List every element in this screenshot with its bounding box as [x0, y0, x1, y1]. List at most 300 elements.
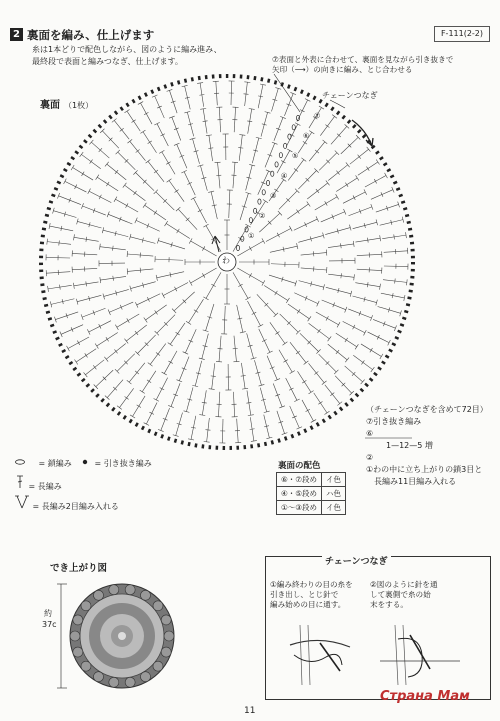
stitch-top [392, 187, 394, 193]
stitch-crossbar [155, 310, 158, 314]
watermark-logo: Страна Мам [380, 689, 470, 704]
stitch-crossbar [114, 349, 117, 353]
scallop [109, 585, 119, 595]
pattern-code-box: F-111(2-2) [434, 26, 490, 42]
stitch-top [233, 361, 239, 362]
stitch-top [95, 344, 98, 349]
stitch-top [354, 274, 355, 280]
round-label: ② [259, 212, 266, 220]
diagram-count: （1枚） [64, 101, 94, 110]
step-title: 裏面を編み、仕上げます [27, 28, 155, 42]
stitch-crossbar [296, 351, 300, 354]
stitch-top [239, 135, 245, 136]
scallop [164, 631, 174, 641]
legend-dc2: = 長編み2目編み入れる [32, 502, 119, 511]
round-increase: 1—12—5 増 [386, 441, 433, 450]
stitch-crossbar [154, 170, 158, 173]
stitch-crossbar [325, 125, 329, 128]
stitch-top [295, 123, 300, 126]
round-6-num: ⑥ [366, 429, 374, 438]
stitch-top [309, 131, 314, 134]
stitch-top [146, 159, 151, 163]
stitch-crossbar [137, 405, 141, 408]
stitch-crossbar [106, 182, 109, 186]
stitch-crossbar [199, 95, 204, 96]
stitch-crossbar [115, 170, 118, 174]
stitch-crossbar [175, 190, 179, 193]
table-cell: ⑥・⑦段め [277, 473, 322, 487]
stitch-top [301, 158, 306, 162]
stitch-top [105, 162, 109, 167]
ring-label: わ [222, 256, 230, 265]
stitch-crossbar [154, 211, 157, 215]
stitch-top [135, 218, 137, 223]
stitch-crossbar [85, 353, 88, 357]
stitch-crossbar [296, 210, 299, 214]
table-cell: ①～③段め [277, 501, 322, 515]
stitch-crossbar [366, 167, 369, 171]
table-cell: イ色 [321, 501, 345, 515]
stitch-crossbar [238, 284, 242, 287]
stitch-crossbar [317, 329, 320, 333]
scallop [141, 590, 151, 600]
stitch-crossbar [361, 360, 364, 364]
stitch-top [159, 150, 164, 153]
stitch-crossbar [135, 371, 139, 374]
stitch-crossbar [302, 380, 306, 383]
scallop [73, 615, 83, 625]
stitch-crossbar [168, 361, 172, 363]
legend-slip: = 引き抜き編み [94, 459, 152, 468]
stitch-crossbar [126, 203, 128, 207]
stitch-crossbar [244, 94, 249, 95]
stitch-crossbar [177, 229, 180, 233]
stitch-top [337, 322, 340, 327]
stitch-top [88, 189, 91, 194]
stitch-top [124, 339, 128, 344]
stitch-top [263, 200, 268, 203]
stitch-top [304, 361, 309, 365]
stitch-crossbar [149, 412, 153, 414]
stitch-crossbar [262, 340, 267, 342]
stitch-crossbar [326, 316, 328, 320]
scallop [153, 661, 163, 671]
stitch-crossbar [194, 310, 198, 313]
stitch-top [108, 310, 110, 316]
note-leader-line [274, 74, 300, 112]
round-label: ④ [281, 172, 288, 180]
stitch-top [283, 342, 288, 345]
round-label: ① [248, 232, 255, 240]
stitch-crossbar [134, 191, 137, 195]
stitch-top [337, 402, 342, 406]
scallop [73, 647, 83, 657]
slip-symbol-icon [78, 458, 92, 466]
page-number: 11 [244, 706, 256, 716]
stitch-crossbar [90, 160, 93, 164]
size-value: 37c [42, 620, 57, 629]
stitch-top [355, 344, 358, 349]
stitch-crossbar [340, 243, 341, 248]
scallop [125, 677, 135, 687]
finished-title: でき上がり図 [50, 563, 108, 574]
stitch-top [138, 102, 143, 105]
stitch-crossbar [297, 309, 300, 313]
stitch-top [100, 277, 101, 283]
stitch-top [130, 415, 135, 418]
stitch-crossbar [353, 325, 355, 329]
stitch-crossbar [77, 341, 79, 345]
chain-symbol-icon [14, 458, 36, 466]
stitch-top [114, 197, 117, 202]
stitch-top [60, 332, 62, 338]
stitch-crossbar [275, 331, 279, 334]
stitch-top [189, 238, 192, 243]
stitch-top [165, 221, 168, 226]
intro-line: 最終段で表面と編みつなぎ、仕上げます。 [32, 57, 183, 66]
scallop [153, 601, 163, 611]
stitch-crossbar [318, 401, 322, 404]
table-row [277, 473, 346, 487]
stitch-top [87, 329, 90, 334]
scallop [94, 672, 104, 682]
stitch-crossbar [246, 402, 251, 403]
stitch-crossbar [336, 171, 339, 175]
stitch-crossbar [325, 201, 328, 205]
stitch-top [297, 427, 303, 429]
round-1-line1: わの中に立ち上がりの鎖3目と [373, 465, 483, 474]
stitch-crossbar [345, 338, 348, 342]
stitch-top [209, 389, 215, 390]
stitch-top [154, 122, 159, 125]
stitch-crossbar [330, 393, 334, 396]
stitch-crossbar [202, 273, 205, 277]
stitch-top [204, 442, 210, 443]
stitch-top [319, 106, 324, 109]
stitch-top [344, 209, 346, 215]
stitch-crossbar [106, 337, 109, 341]
stitch-top [127, 380, 132, 384]
stitch-top [305, 99, 310, 102]
stitch-top [266, 170, 271, 172]
stitch-top [74, 360, 77, 365]
stitch-top [325, 411, 330, 414]
stitch-crossbar [144, 112, 148, 114]
stitch-top [242, 388, 248, 389]
stitch-top [47, 239, 48, 245]
stitch-top [154, 399, 159, 402]
stitch-top [407, 279, 408, 285]
scallop [70, 631, 80, 641]
stitch-crossbar [198, 209, 202, 211]
legend-dc: = 長編み [28, 482, 62, 491]
chain-dot [258, 199, 261, 204]
intro-line: 糸は1本どりで配色しながら、図のように編み進み、 [32, 45, 222, 54]
stitch-top [64, 179, 67, 184]
chain-join-dots [236, 115, 299, 250]
stitch-top [71, 165, 74, 170]
stitch-top [168, 343, 173, 346]
scallop [161, 615, 171, 625]
stitch-top [294, 399, 299, 402]
instruction-line: 編み始めの目に通す。 [270, 600, 346, 609]
scallop [161, 647, 171, 657]
stitch-crossbar [367, 238, 368, 243]
note-line: ⑦表面と外表に合わせて、裏面を見ながら引き抜きで [272, 55, 454, 64]
round-1-line2: 長編み11目編み入れる [374, 477, 457, 486]
stitch-crossbar [160, 134, 164, 136]
stitch-top [186, 321, 191, 324]
note-line: 矢印（⟶）の向きに編み、とじ合わせる [272, 65, 413, 74]
size-approx: 約 [44, 609, 52, 618]
stitch-crossbar [176, 332, 180, 335]
stitch-top [127, 139, 132, 143]
stitch-top [183, 352, 188, 354]
table-cell: ハ色 [321, 487, 345, 501]
instruction-line: ①編み終わりの目の糸を [270, 580, 353, 589]
stitch-top [290, 371, 295, 374]
chain-dot [279, 153, 282, 158]
stitch-crossbar [370, 348, 373, 352]
round-label: ⑦ [314, 112, 321, 120]
stitch-crossbar [275, 291, 278, 295]
stitch-top [275, 379, 281, 381]
stitch-top [174, 143, 180, 145]
scallop [81, 601, 91, 611]
stitch-top [323, 140, 328, 144]
round-label: ⑤ [292, 152, 299, 160]
stitch-crossbar [82, 172, 85, 176]
stitch-top [127, 268, 128, 274]
stitch-crossbar [367, 282, 368, 287]
stitch-top [100, 244, 101, 250]
needle-icon [320, 643, 340, 671]
stitch-top [326, 181, 330, 186]
stitch-top [181, 170, 186, 173]
stitch-top [262, 280, 265, 285]
instruction-line: 末をする。 [370, 600, 408, 609]
stitch-crossbar [60, 285, 61, 290]
stitch-crossbar [306, 409, 310, 411]
stitch-top [376, 159, 379, 164]
stitch-crossbar [156, 352, 160, 355]
stitch-crossbar [59, 241, 60, 246]
scallop [94, 590, 104, 600]
stitch-crossbar [281, 161, 285, 163]
stitch-top [152, 95, 158, 97]
chain-step-2 [370, 580, 438, 610]
stitch-crossbar [303, 141, 307, 144]
stitch-top [84, 372, 88, 377]
stitch-top [144, 423, 149, 426]
stitch-crossbar [147, 297, 149, 302]
stitch-crossbar [294, 169, 298, 172]
stitch-top [345, 358, 349, 363]
stitch-crossbar [394, 234, 395, 239]
scallop [109, 677, 119, 687]
color-table [276, 472, 346, 515]
chain-box-title: チェーンつなぎ [322, 554, 391, 567]
stitch-top [322, 381, 327, 385]
stitch-crossbar [395, 279, 396, 284]
stitch-crossbar [187, 182, 192, 184]
chain-dot [236, 245, 239, 250]
stitch-crossbar [277, 233, 279, 237]
stitch-crossbar [203, 121, 208, 122]
stitch-crossbar [289, 388, 293, 390]
stitch-top [267, 351, 272, 354]
stitch-crossbar [136, 149, 140, 152]
stitch-crossbar [125, 396, 129, 399]
round-label: ③ [270, 192, 277, 200]
stitch-crossbar [120, 128, 124, 131]
stitch-crossbar [353, 195, 355, 199]
stitch-crossbar [99, 195, 101, 199]
stitch-crossbar [250, 429, 255, 430]
color-table-title: 裏面の配色 [278, 461, 321, 471]
needle-icon [410, 635, 430, 669]
chain-dot [284, 143, 287, 148]
stitch-crossbar [345, 183, 348, 187]
stitch-top [317, 301, 319, 306]
stitch-top [67, 346, 70, 351]
stitch-top [162, 372, 167, 375]
chain-dot [266, 180, 269, 185]
stitch-top [289, 226, 292, 231]
diagram-title-text: 裏面 [40, 100, 60, 111]
stitch-top [332, 115, 337, 119]
round-label: ⑥ [303, 132, 310, 140]
scallop [141, 672, 151, 682]
chain-step-1 [270, 580, 353, 610]
stitch-top [316, 216, 319, 221]
stitch-top [189, 280, 192, 285]
stitch-top [388, 340, 391, 345]
stitch-crossbar [377, 335, 379, 339]
stitch-top [346, 162, 350, 167]
stitch-top [206, 135, 212, 136]
instruction-line: 引き出し、とじ針で [270, 590, 339, 599]
chain-dot [271, 171, 274, 176]
chain-label-leader [330, 100, 345, 108]
stitch-top [307, 202, 310, 207]
stitch-top [262, 238, 265, 243]
stitch-crossbar [305, 296, 307, 301]
stitch-top [117, 406, 122, 410]
stitch-top [328, 336, 332, 341]
chain-dot [249, 218, 252, 223]
stitch-crossbar [189, 340, 194, 342]
stitch-crossbar [148, 141, 152, 144]
stitch-top [367, 147, 371, 152]
stitch-top [143, 203, 146, 208]
stitch-crossbar [147, 224, 149, 229]
stitch-crossbar [75, 184, 77, 188]
chain-dot [288, 134, 291, 139]
stitch-top [96, 175, 99, 180]
stitch-top [245, 297, 250, 300]
stitch-crossbar [358, 155, 361, 159]
scallop [81, 661, 91, 671]
stitch-crossbar [249, 246, 252, 250]
stitch-top [124, 109, 129, 112]
stitch-top [140, 130, 145, 133]
stitch-crossbar [316, 189, 319, 193]
table-row [277, 501, 346, 515]
stitch-crossbar [160, 388, 164, 390]
round-7-num: ⑦ [366, 417, 374, 426]
stitch-top [336, 194, 339, 199]
stitch-top [286, 298, 289, 303]
instruction-line: して裏側で糸の始 [370, 590, 431, 599]
stitch-crossbar [261, 182, 266, 184]
stitch-top [258, 324, 263, 327]
stitch-crossbar [241, 375, 246, 376]
stitch-crossbar [283, 360, 287, 363]
chain-dot [254, 208, 257, 213]
round-2-num: ② [366, 453, 374, 462]
stitch-top [135, 302, 138, 307]
stitch-crossbar [315, 150, 319, 153]
stitch-top [162, 293, 165, 298]
stitch-top [203, 297, 208, 300]
stitch-top [115, 325, 118, 330]
stitch-crossbar [93, 365, 96, 369]
stitch-top [80, 152, 84, 157]
stitch-top [364, 330, 367, 335]
round-1-num: ① [366, 465, 374, 474]
round-7-text: 引き抜き編み [373, 417, 422, 426]
round-info [366, 404, 488, 488]
stitch-top [144, 318, 147, 323]
stitch-crossbar [135, 331, 138, 335]
stitch-top [311, 420, 316, 423]
chain-dot [275, 162, 278, 167]
stitch-top [244, 82, 250, 83]
stitch-top [309, 391, 314, 394]
stitch-crossbar [341, 273, 342, 278]
stitch-crossbar [336, 350, 339, 354]
stitch-top [385, 173, 388, 178]
stitch-crossbar [166, 162, 170, 165]
stitch-crossbar [314, 371, 318, 374]
stitch-crossbar [202, 246, 205, 250]
stitch-top [148, 363, 153, 367]
stitch-top [104, 357, 108, 362]
stitch-crossbar [247, 121, 252, 122]
table-row [277, 487, 346, 501]
stitch-top [308, 316, 311, 321]
stitch-crossbar [174, 287, 176, 291]
chain-dot [292, 125, 295, 130]
stitch-top [380, 354, 383, 359]
stitch-crossbar [113, 276, 114, 281]
stitch-crossbar [99, 324, 101, 328]
legend-chain: = 鎖編み [38, 459, 72, 468]
stitch-top [371, 367, 375, 372]
stitch-crossbar [86, 281, 87, 286]
finished-illustration [55, 582, 195, 697]
step-number-badge: 2 [10, 28, 23, 41]
table-cell: ④・⑤段め [277, 487, 322, 501]
stitch-top [326, 250, 327, 256]
instruction-line: ②図のように針を通 [370, 580, 438, 589]
stitch-top [123, 183, 127, 188]
stitch-crossbar [249, 273, 252, 277]
dc-increase-icon [14, 495, 30, 509]
stitch-crossbar [300, 110, 304, 112]
scallop [125, 585, 135, 595]
